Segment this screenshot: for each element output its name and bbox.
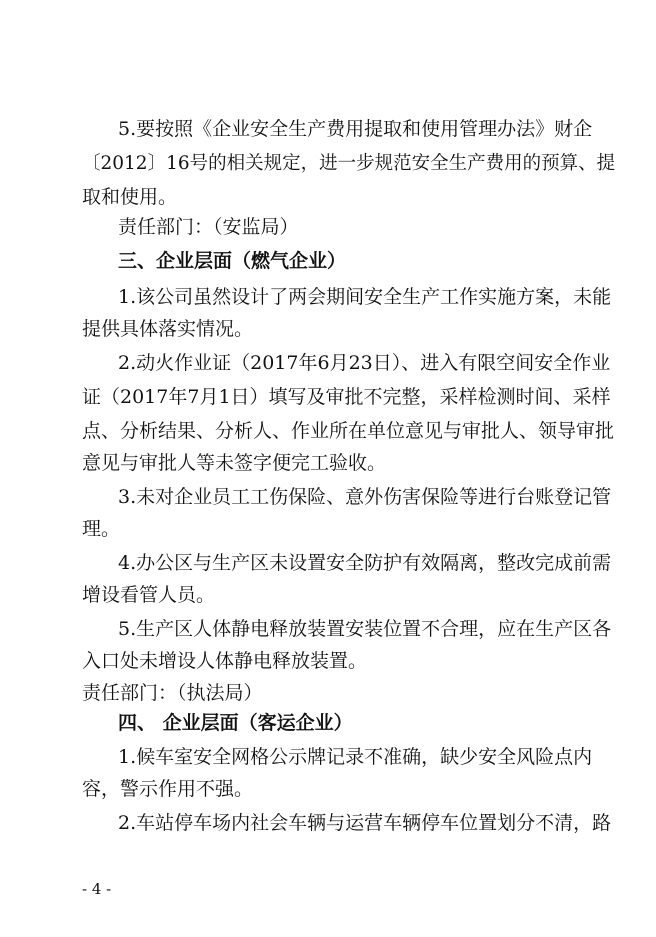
page-number: - 4 - (82, 880, 112, 898)
text-line: 意见与审批人等未签字便完工验收。 (82, 452, 387, 474)
text-line: 理。 (82, 518, 121, 540)
text-line: 责任部门：（安监局） (118, 216, 299, 238)
text-line: 容，警示作用不强。 (82, 778, 254, 800)
text-line: 〔2012〕16号的相关规定，进一步规范安全生产费用的预算、提 (82, 153, 616, 174)
text-line: 证（2017年7月1日）填写及审批不完整，采样检测时间、采样 (82, 386, 611, 408)
text-line: 3.未对企业员工工伤保险、意外伤害保险等进行台账登记管 (118, 486, 612, 508)
section-heading: 三、企业层面（燃气企业） (118, 250, 347, 272)
text-line: 4.办公区与生产区未设置安全防护有效隔离，整改完成前需 (118, 552, 612, 574)
text-line: 2.车站停车场内社会车辆与运营车辆停车位置划分不清，路 (118, 812, 612, 834)
text-line: 5.要按照《企业安全生产费用提取和使用管理办法》财企 (118, 118, 593, 140)
text-line: 1.候车室安全网格公示牌记录不准确，缺少安全风险点内 (118, 746, 593, 768)
text-line: 增设看管人员。 (82, 584, 216, 606)
text-line: 5.生产区人体静电释放装置安装位置不合理，应在生产区各 (118, 618, 612, 640)
text-line: 点、分析结果、分析人、作业所在单位意见与审批人、领导审批 (82, 420, 615, 442)
section-heading: 四、 企业层面（客运企业） (118, 712, 353, 734)
text-line: 提供具体落实情况。 (82, 318, 254, 340)
text-line: 1.该公司虽然设计了两会期间安全生产工作实施方案，未能 (118, 286, 612, 308)
text-line: 2.动火作业证（2017年6月23日）、进入有限空间安全作业 (118, 352, 611, 374)
text-line: 责任部门：（执法局） (82, 682, 263, 704)
text-line: 入口处未增设人体静电释放装置。 (82, 650, 368, 672)
text-line: 取和使用。 (82, 186, 178, 208)
